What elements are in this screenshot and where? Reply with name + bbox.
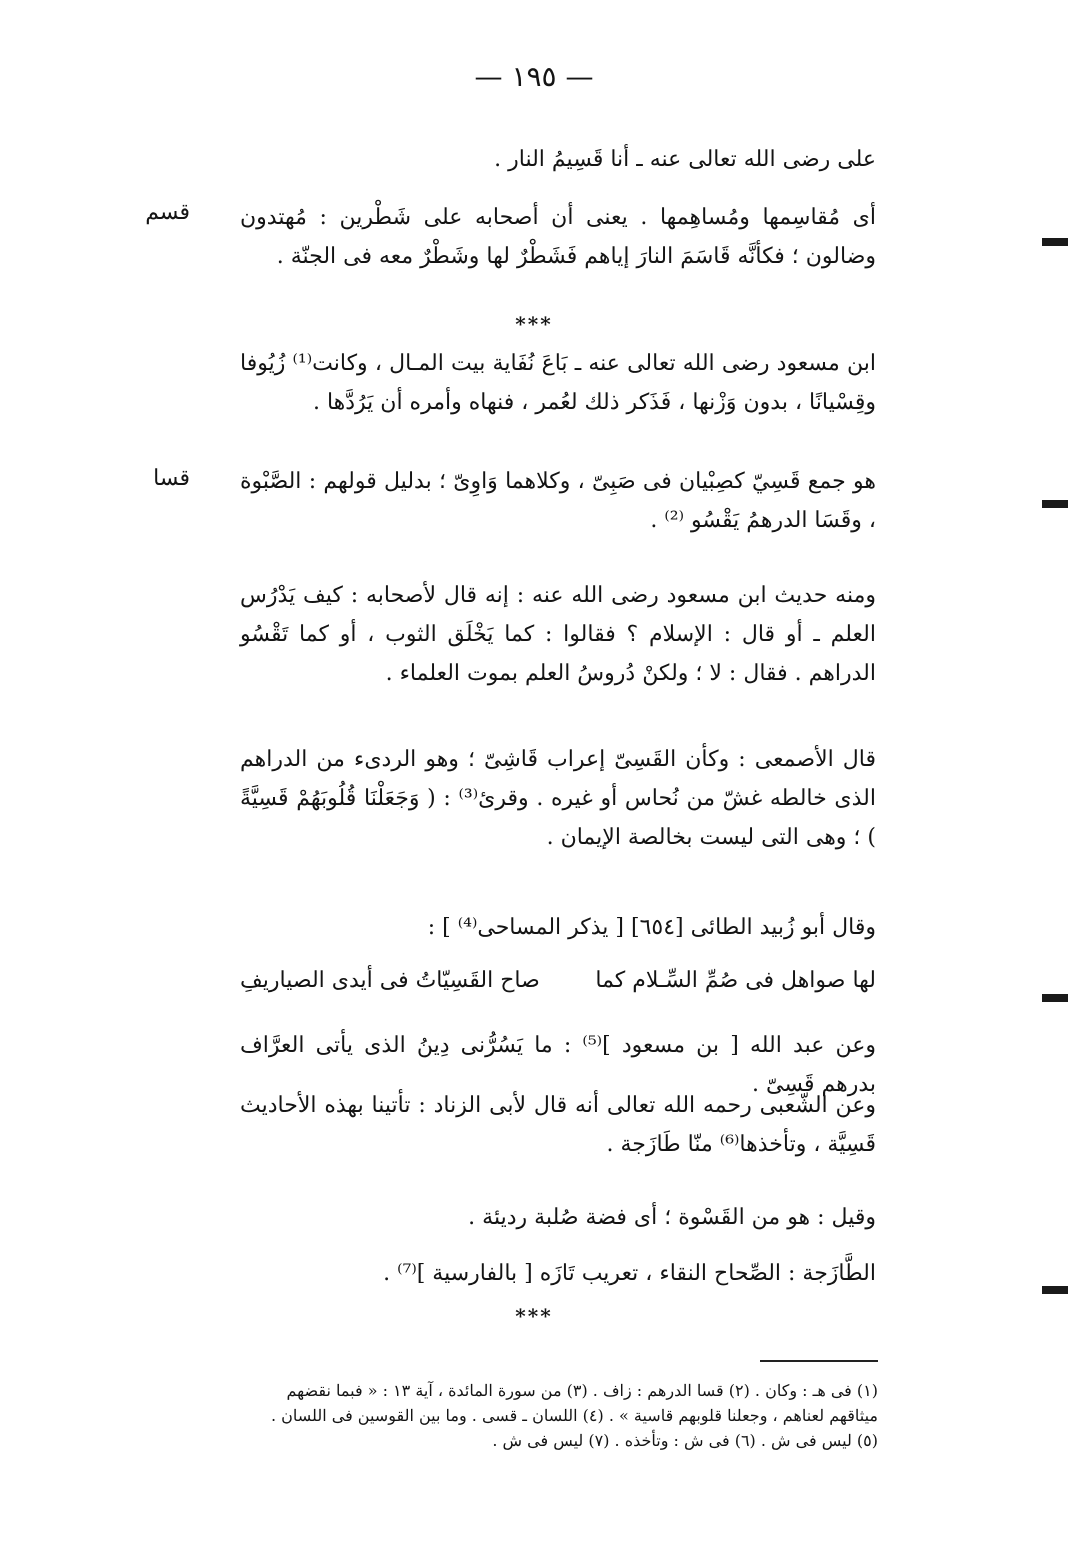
separator-stars-2: ***: [515, 1304, 553, 1328]
paragraph-9: وعن الشّعبى رحمه الله تعالى أنه قال لأبى الزناد : تأتينا بهذه الأحاديث قَسِيَّة ، وتأخذها⁽⁶⁾ منّا طَازَجة .: [240, 1093, 876, 1157]
paragraph-6: قال الأصمعى : وكأن القَسِىّ إعراب قَاشِىّ ؛ وهو الردىء من الدراهم الذى خالطه غشّ من نُحاس أو غيره . وقرئ⁽³⁾ : ( وَجَعَلْنَا قُلُوبَهُمْ قَسِيَّةً ) ؛ وهى التى ليست بخالصة الإيمان .: [240, 747, 876, 850]
paragraph-3: ابن مسعود رضى الله تعالى عنه ـ بَاعَ نُفَاية بيت المـال ، وكانت⁽¹⁾ زُيُوفا وقِسْيانًا ، بدون وَزْنها ، فَذَكر ذلك لعُمر ، فنهاه وأمره أن يَرُدَّها .: [240, 351, 876, 415]
paragraph-8: وعن عبد الله [ بن مسعود ]⁽⁵⁾ : ما يَسُرُّنى دِينُ الذى يأتى العرَّاف بدرهم قَسِىّ .: [240, 1033, 876, 1097]
edge-mark-1: [1042, 238, 1068, 246]
paragraph-10: وقيل : هو من القَسْوة ؛ أى فضة صُلبة رديئة .: [468, 1205, 876, 1230]
edge-mark-4: [1042, 1286, 1068, 1294]
paragraph-4: هو جمع قَسِيّ كصِبْيان فى صَبِىّ ، وكلاهما وَاوِىّ ؛ بدليل قولهم : الصَّبْوة ، وقَسَا الدرهمُ يَقْسُو ⁽²⁾ .: [240, 469, 876, 533]
paragraph-7: وقال أبو زُبيد الطائى [٦٥٤] [ يذكر المساحى⁽⁴⁾ ] :: [427, 915, 876, 940]
verse-hemistich-1: لها صواهل فى صُمِّ السِّـلام كما: [595, 968, 876, 993]
margin-note-qasam: قسم: [145, 200, 190, 225]
page-number: — ١٩٥ —: [474, 60, 594, 93]
paragraph-1: على رضى الله تعالى عنه ـ أنا قَسِيمُ النار .: [494, 147, 876, 172]
paragraph-5: ومنه حديث ابن مسعود رضى الله عنه : إنه قال لأصحابه : كيف يَدْرُس العلم ـ أو قال : الإسلام ؟ فقالوا : كما يَخْلَق الثوب ، أو كما تَقْسُو الدراهم . فقال : لا ؛ ولكنْ دُروسُ العلم بموت العلماء .: [240, 583, 876, 686]
footnote-line-2: ميثاقهم لعناهم ، وجعلنا قلوبهم قاسية » . (٤) اللسان ـ قسى . وما بين القوسين فى اللسان .: [270, 1406, 878, 1425]
paragraph-11: الطَّازَجة : الصِّحاح النقاء ، تعريب تَازَه [ بالفارسية ]⁽⁷⁾ .: [383, 1261, 876, 1286]
edge-mark-2: [1042, 500, 1068, 508]
verse-hemistich-2: صاح القَسِيّاتُ فى أيدى الصياريفِ: [240, 968, 540, 993]
footnote-line-1: (١) فى هـ : وكان . (٢) قسا الدرهم : زاف . (٣) من سورة المائدة ، آية ١٣ : « فبما نقضهم: [286, 1381, 878, 1400]
verse-line: [240, 968, 876, 993]
paragraph-2: أى مُقاسِمها ومُساهِمها . يعنى أن أصحابه على شَطْرين : مُهتدون وضالون ؛ فكأنَّه قَاسَمَ النارَ إياهم فَشَطْرٌ لها وشَطْرٌ معه فى الجنّة .: [240, 205, 876, 269]
margin-note-qasa: قسا: [153, 466, 190, 491]
footnotes: [238, 1378, 878, 1453]
footnote-divider: [760, 1360, 878, 1362]
separator-stars-1: ***: [515, 312, 553, 336]
edge-mark-3: [1042, 994, 1068, 1002]
footnote-line-3: (٥) ليس فى ش . (٦) فى ش : وتأخذه . (٧) ليس فى ش .: [492, 1431, 878, 1450]
